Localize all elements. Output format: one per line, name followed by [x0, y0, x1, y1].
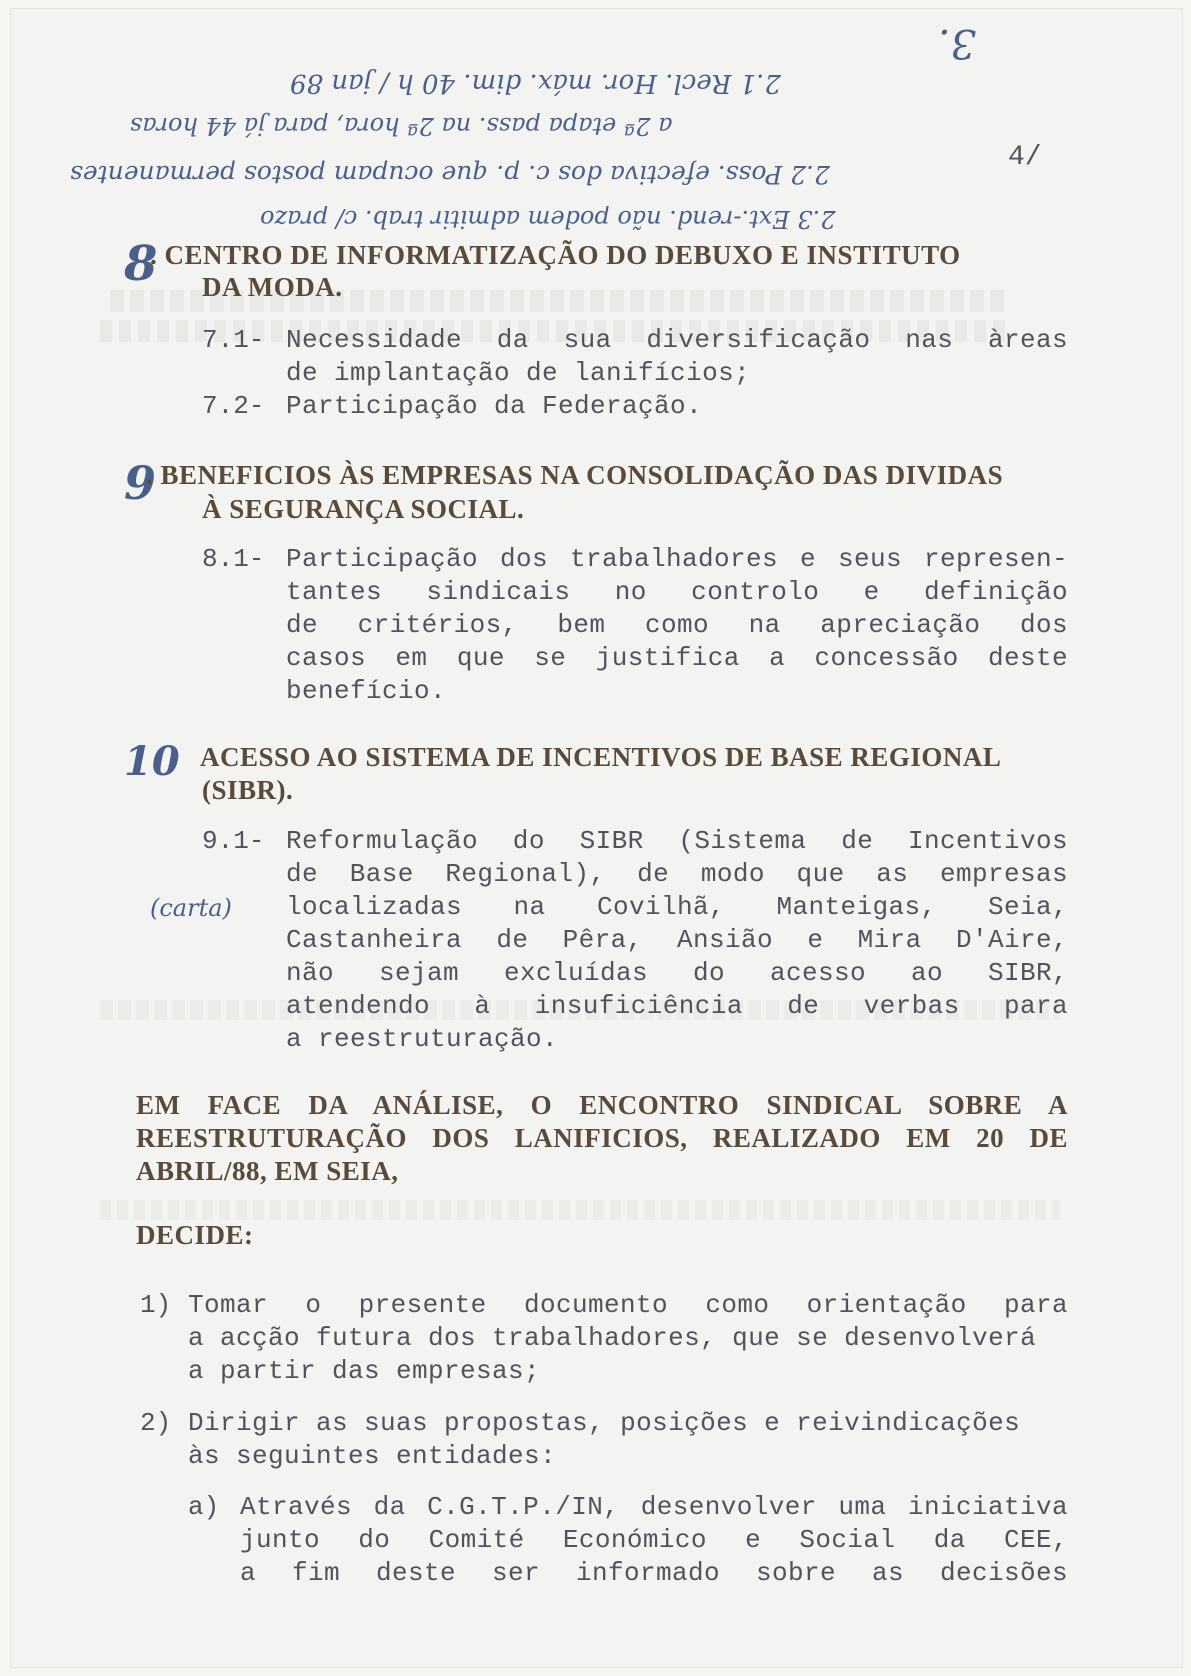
- item-7-1-line-2: de implantação de lanifícios;: [286, 358, 751, 388]
- handwritten-number-10: 10: [124, 738, 180, 785]
- decision-2-number: 2): [140, 1408, 172, 1438]
- section-7-title-cont: DA MODA.: [202, 272, 343, 302]
- decision-2-line-2: às seguintes entidades:: [188, 1441, 557, 1471]
- decision-a-number: a): [188, 1492, 220, 1522]
- handwritten-number-9: 9: [124, 456, 157, 510]
- decision-1-line-2: a acção futura dos trabalhadores, que se desenvolverá: [188, 1323, 1037, 1353]
- item-9-1-line-3: localizadas na Covilhã, Manteigas, Seia,: [286, 892, 1068, 922]
- decision-a-line-2: junto do Comité Económico e Social da CEE,: [240, 1525, 1068, 1555]
- section-9-title-cont: (SIBR).: [202, 775, 294, 805]
- margin-note-stage: a 2ª etapa pass. na 2ª hora, para já 44 horas: [130, 112, 673, 140]
- item-8-1-number: 8.1-: [202, 544, 265, 574]
- decision-a-line-3: a fim deste ser informado sobre as decisões: [240, 1558, 1068, 1588]
- decide-label: DECIDE:: [136, 1220, 254, 1250]
- section-9-title: ACESSO AO SISTEMA DE INCENTIVOS DE BASE REGIONAL: [200, 742, 1002, 772]
- section-8-title: . BENEFICIOS ÀS EMPRESAS NA CONSOLIDAÇÃO DAS DIVIDAS: [146, 460, 1004, 490]
- item-9-1-line-1: Reformulação do SIBR (Sistema de Incentivos: [286, 826, 1068, 856]
- conclusion-line-1: EM FACE DA ANÁLISE, O ENCONTRO SINDICAL SOBRE A: [136, 1090, 1068, 1120]
- item-7-1-line-1: Necessidade da sua diversificação nas àreas: [286, 325, 1068, 355]
- margin-note-hours: 2.1 Recl. Hor. máx. dim. 40 h / jan 89: [290, 68, 781, 98]
- item-7-1-number: 7.1-: [202, 325, 265, 355]
- page-number: 4/: [1008, 142, 1042, 173]
- item-9-1-line-5: não sejam excluídas do acesso ao SIBR,: [286, 958, 1068, 988]
- item-8-1-line-5: benefício.: [286, 676, 447, 706]
- item-8-1-line-1: Participação dos trabalhadores e seus represen-: [286, 544, 1068, 574]
- item-9-1-number: 9.1-: [202, 826, 265, 856]
- item-9-1-line-7: a reestruturação.: [286, 1024, 559, 1054]
- decision-1-number: 1): [140, 1290, 172, 1320]
- item-8-1-line-4: casos em que se justifica a concessão deste: [286, 643, 1068, 673]
- item-9-1-line-6: atendendo à insuficiência de verbas para: [286, 991, 1068, 1021]
- section-7-title: . CENTRO DE INFORMATIZAÇÃO DO DEBUXO E INSTITUTO: [150, 240, 961, 270]
- decision-2-line-1: Dirigir as suas propostas, posições e reivindicações: [188, 1408, 1021, 1438]
- margin-note-positions: 2.2 Poss. efectiva dos c. p. que ocupam postos permanentes: [70, 160, 830, 189]
- item-8-1-line-3: de critérios, bem como na apreciação dos: [286, 610, 1068, 640]
- item-7-2-number: 7.2-: [202, 391, 265, 421]
- item-9-1-line-2: de Base Regional), de modo que as empresas: [286, 859, 1068, 889]
- section-8-title-cont: À SEGURANÇA SOCIAL.: [202, 494, 525, 524]
- margin-note-3: 3.: [938, 20, 977, 66]
- item-9-1-line-4: Castanheira de Pêra, Ansião e Mira D'Aire,: [286, 925, 1068, 955]
- conclusion-line-2: REESTRUTURAÇÃO DOS LANIFICIOS, REALIZADO EM 20 DE: [136, 1123, 1068, 1153]
- item-8-1-line-2: tantes sindicais no controlo e definição: [286, 577, 1068, 607]
- decision-1-line-3: a partir das empresas;: [188, 1356, 541, 1386]
- decision-1-line-1: Tomar o presente documento como orientação para: [188, 1290, 1068, 1320]
- margin-note-side: (carta): [150, 894, 232, 922]
- decision-a-line-1: Através da C.G.T.P./IN, desenvolver uma iniciativa: [240, 1492, 1068, 1522]
- handwritten-number-8: 8: [124, 236, 158, 292]
- conclusion-line-3: ABRIL/88, EM SEIA,: [136, 1156, 399, 1186]
- margin-note-contracts: 2.3 Ext.-rend. não podem admitir trab. c/ prazo: [260, 205, 836, 233]
- item-7-2-line-1: Participação da Federação.: [286, 391, 703, 421]
